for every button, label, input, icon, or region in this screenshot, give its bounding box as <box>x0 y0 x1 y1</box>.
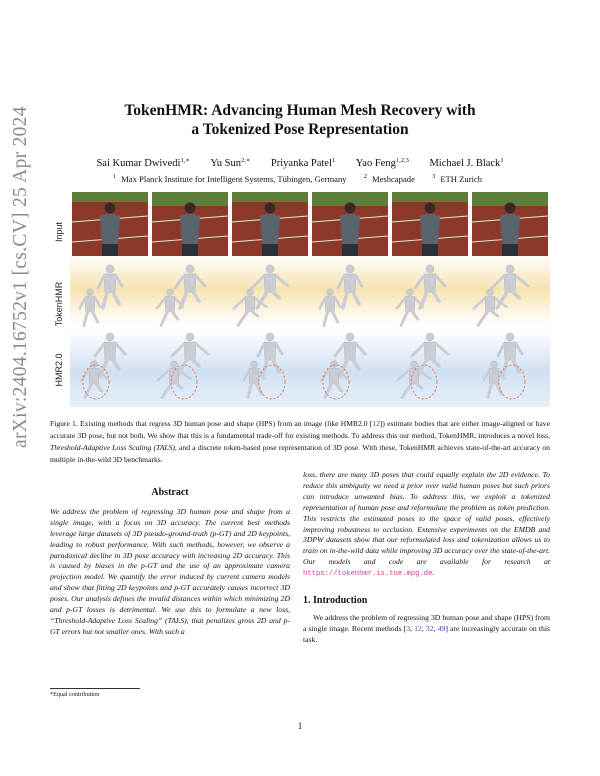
footnote: *Equal contribution <box>50 691 100 698</box>
figure-graphic <box>50 192 550 407</box>
affiliations <box>0 173 600 184</box>
citation-link[interactable]: 3 <box>406 623 411 633</box>
input-photo <box>312 192 388 256</box>
affiliation: $^2$ Meshcapade <box>363 173 415 184</box>
author: Priyanka Patel$^1$ <box>270 157 336 169</box>
hmr-band <box>70 330 550 407</box>
citation-link[interactable]: 12 <box>372 419 380 428</box>
title-line-2: a Tokenized Pose Representation <box>191 121 409 138</box>
introduction-text: We address the problem of regressing 3D human pose and shape (HPS) from a single image. Recent methods [3, 12, 32, 49] are increasingly accurate on this task. <box>303 612 551 644</box>
row-label-hmr2: HMR2.0 <box>54 353 64 387</box>
abstract-text-right: loss, there are many 3D poses that could equally explain the 2D evidence. To reduce this ambiguity we need a prior over valid human poses but such priors can introduce unwanted bias. To address this, we exploit a tokenized representation of human pose and reformulate the problem as token prediction. This restricts the estimated poses to the space of valid poses, effectively improving robustness to occlusion. Extensive experiments on the EMDB and 3DPW datasets show that our reformulated loss and tokenization allows us to train on in-the-wild data while improving 3D accuracy over the state-of-the-art. Our models and code are available for research at https://tokenhmr.is.tue.mpg.de. <box>303 470 550 579</box>
author: Yao Feng$^{1,2,3}$ <box>355 157 409 169</box>
affiliation: $^1$ Max Planck Institute for Intelligent Systems, Tübingen, Germany <box>112 173 347 184</box>
title-line-1: TokenHMR: Advancing Human Mesh Recovery with <box>124 102 476 119</box>
input-photo <box>152 192 228 256</box>
abstract-heading: Abstract <box>151 487 189 498</box>
author: Yu Sun$^{2,∗}$ <box>210 157 251 169</box>
row-label-tokenhmr: TokenHMR <box>54 281 64 327</box>
footnote-rule <box>50 688 140 689</box>
page-number: 1 <box>297 721 303 731</box>
teaser-figure <box>50 192 550 407</box>
input-photo <box>232 192 308 256</box>
figure-caption: Figure 1. Existing methods that regress 3D human pose and shape (HPS) from an image (like HMR2.0 [12]) estimate bodies that are either image-aligned or have accurate 3D pose, but not both. We show that this is a fundamental trade-off for existing methods. To address this our method, TokenHMR, introduces a novel loss, Threshold-Adaptive Loss Scaling (TALS), and a discrete token-based pose representation of 3D pose. With these, TokenHMR achieves state-of-the-art accuracy on multiple in-the-wild 3D benchmarks. <box>50 419 550 464</box>
arxiv-stamp: arXiv:2404.16752v1 [cs.CV] 25 Apr 2024 <box>10 106 31 448</box>
abstract-text-left: We address the problem of regressing 3D human pose and shape from a single image, with a focus on 3D accuracy. The current best methods leverage large datasets of 3D pseudo-ground-truth (p-GT) and 2D keypoints, leading to robust performance. With such methods, however, we observe a paradoxical decline in 3D pose accuracy with increasing 2D accuracy. This is caused by biases in the p-GT and the use of an approximate camera projection model. We quantify the error induced by current camera models and show that fitting 2D keypoints and p-GT accurately causes incorrect 3D poses. Our analysis defines the invalid distances within which minimizing 2D and p-GT losses is detrimental. We use this to formulate a new loss, “Threshold-Adaptive Loss Scaling” (TALS), that penalizes gross 2D and p-GT errors but not smaller ones. With such a <box>50 506 290 636</box>
input-photo <box>472 192 548 256</box>
project-url-link[interactable]: https://tokenhmr.is.tue.mpg.de <box>303 570 433 579</box>
introduction-heading: 1. Introduction <box>303 595 368 607</box>
row-label-input: Input <box>54 221 64 243</box>
input-photo <box>392 192 468 256</box>
paper-title <box>0 101 600 139</box>
author: Sai Kumar Dwivedi$^{1,∗}$ <box>96 157 190 169</box>
citation-link[interactable]: 12 <box>414 623 422 633</box>
citation-link[interactable]: 49 <box>437 623 446 633</box>
author: Michael J. Black$^1$ <box>429 157 504 169</box>
author-list <box>0 156 600 169</box>
input-photo <box>72 192 148 256</box>
left-column <box>50 488 290 638</box>
right-column <box>303 470 550 646</box>
tokenhmr-band <box>70 254 550 324</box>
affiliation: $^3$ ETH Zurich <box>432 173 483 184</box>
citation-link[interactable]: 32 <box>425 623 434 633</box>
